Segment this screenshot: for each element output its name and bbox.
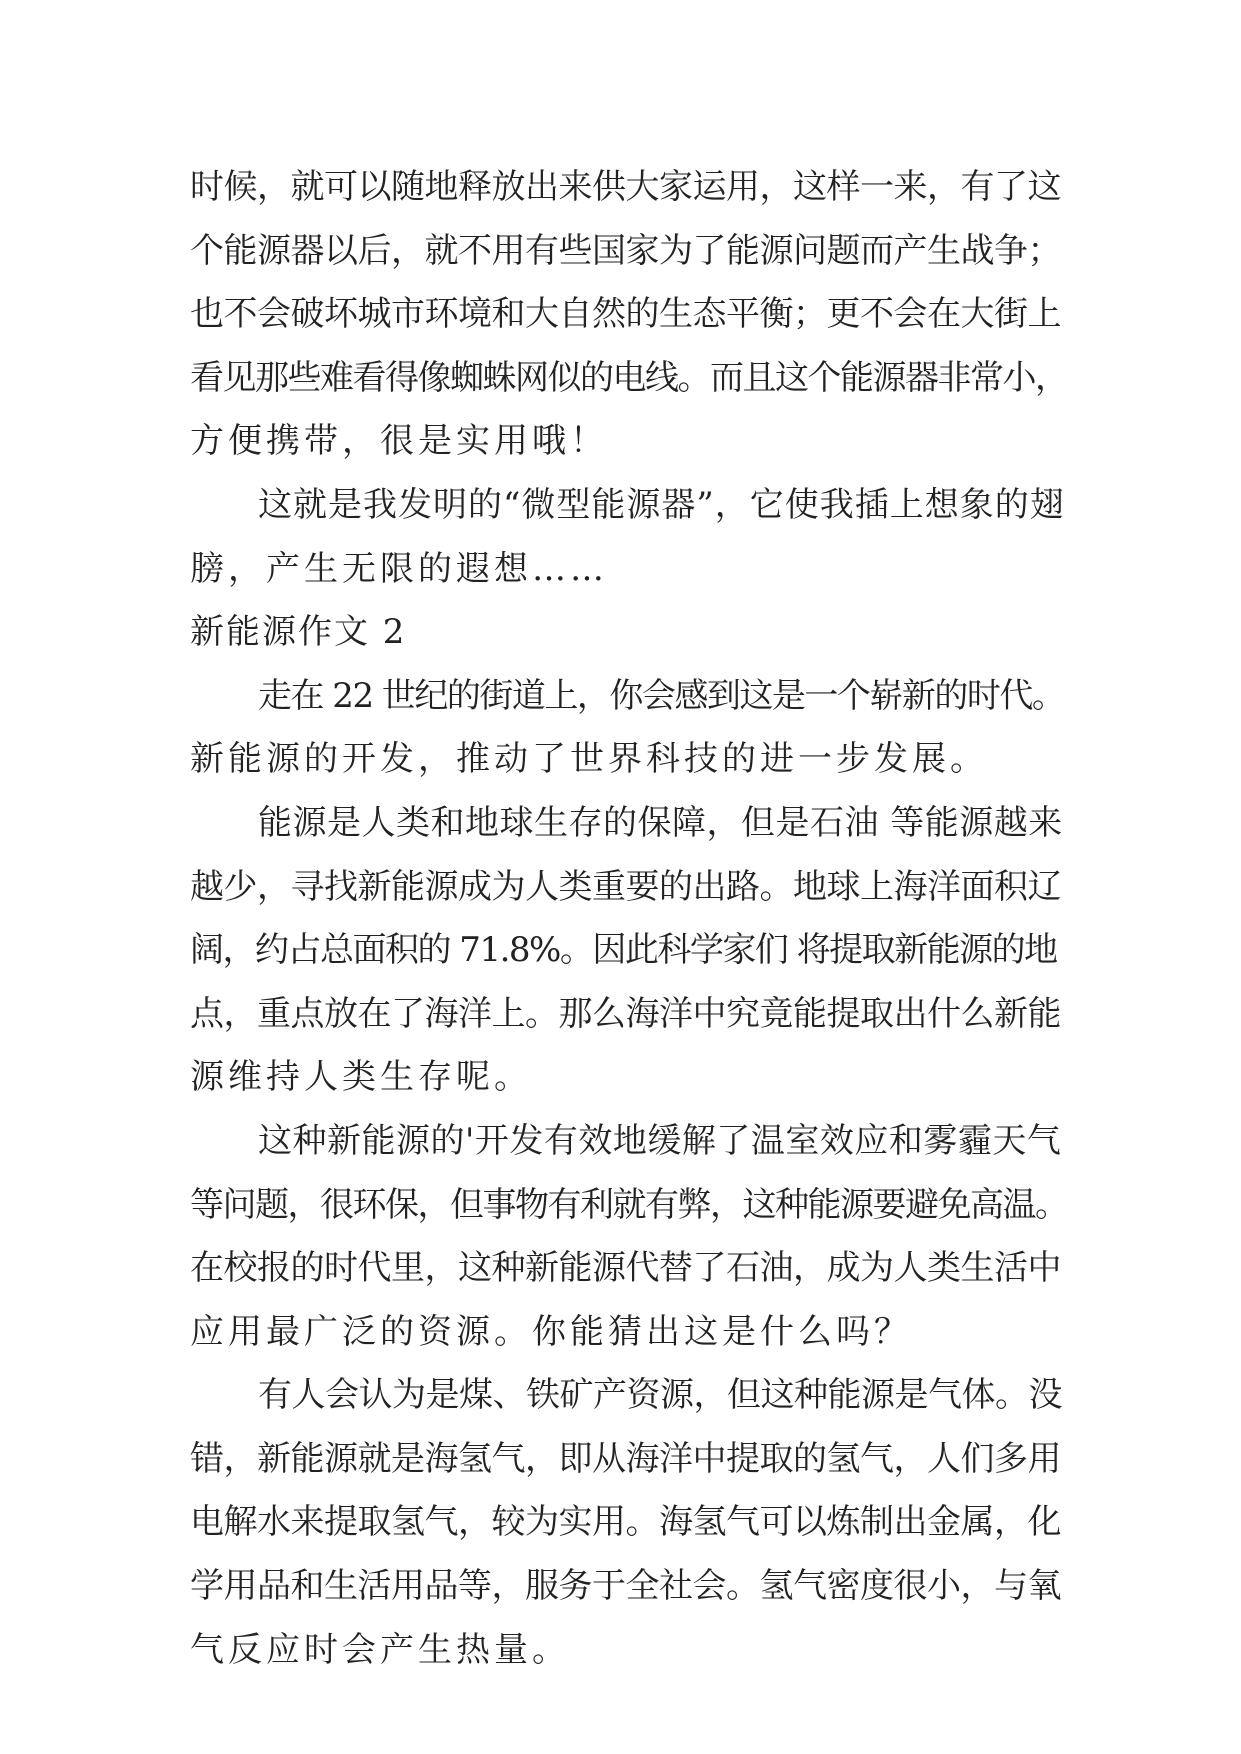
text-line: 在校报的时代里，这种新能源代替了石油，成为人类生活中 [190, 1248, 1061, 1289]
text-line: 阔，约占总面积的 71.8%。因此科学家们 将提取新能源的地 [190, 930, 1057, 971]
text-line: 走在 22 世纪的街道上，你会感到这是一个崭新的时代。 [258, 675, 1065, 716]
text-line: 电解水来提取氢气，较为实用。海氢气可以炼制出金属，化 [190, 1502, 1061, 1543]
text-line: 个能源器以后，就不用有些国家为了能源问题而产生战争； [190, 230, 1061, 271]
text-line: 这就是我发明的“微型能源器”，它使我插上想象的翅 [258, 484, 1065, 525]
text-line: 等问题，很环保，但事物有利就有弊，这种能源要避免高温。 [190, 1184, 1068, 1225]
text-line: 点，重点放在了海洋上。那么海洋中究竟能提取出什么新能 [190, 993, 1061, 1034]
text-line: 时候，就可以随地释放出来供大家运用，这样一来，有了这 [190, 167, 1061, 207]
text-line: 源维持人类生存呢。 [190, 1057, 532, 1098]
text-line: 有人会认为是煤、铁矿产资源，但这种能源是气体。没 [258, 1375, 1062, 1416]
text-line: 应用最广泛的资源。你能猜出这是什么吗？ [190, 1311, 912, 1352]
text-line: 也不会破坏城市环境和大自然的生态平衡；更不会在大街上 [190, 294, 1061, 335]
text-line: 方便携带，很是实用哦！ [190, 421, 608, 462]
text-line: 越少，寻找新能源成为人类重要的出路。地球上海洋面积辽 [190, 866, 1061, 907]
text-line: 膀，产生无限的遐想…… [190, 548, 608, 589]
text-line: 气反应时会产生热量。 [190, 1629, 570, 1670]
text-line: 看见那些难看得像蜘蛛网似的电线。而且这个能源器非常小， [190, 357, 1068, 398]
section-heading: 新能源作文 2 [190, 612, 407, 653]
text-line: 这种新能源的'开发有效地缓解了温室效应和雾霾天气 [258, 1120, 1062, 1161]
text-line: 错，新能源就是海氢气，即从海洋中提取的氢气，人们多用 [190, 1438, 1061, 1479]
text-line: 能源是人类和地球生存的保障，但是石油 等能源越来 [258, 802, 1063, 843]
body-text [190, 156, 1070, 1682]
text-line: 学用品和生活用品等，服务于全社会。氢气密度很小，与氧 [190, 1566, 1061, 1607]
text-line: 新能源的开发，推动了世界科技的进一步发展。 [190, 739, 988, 780]
